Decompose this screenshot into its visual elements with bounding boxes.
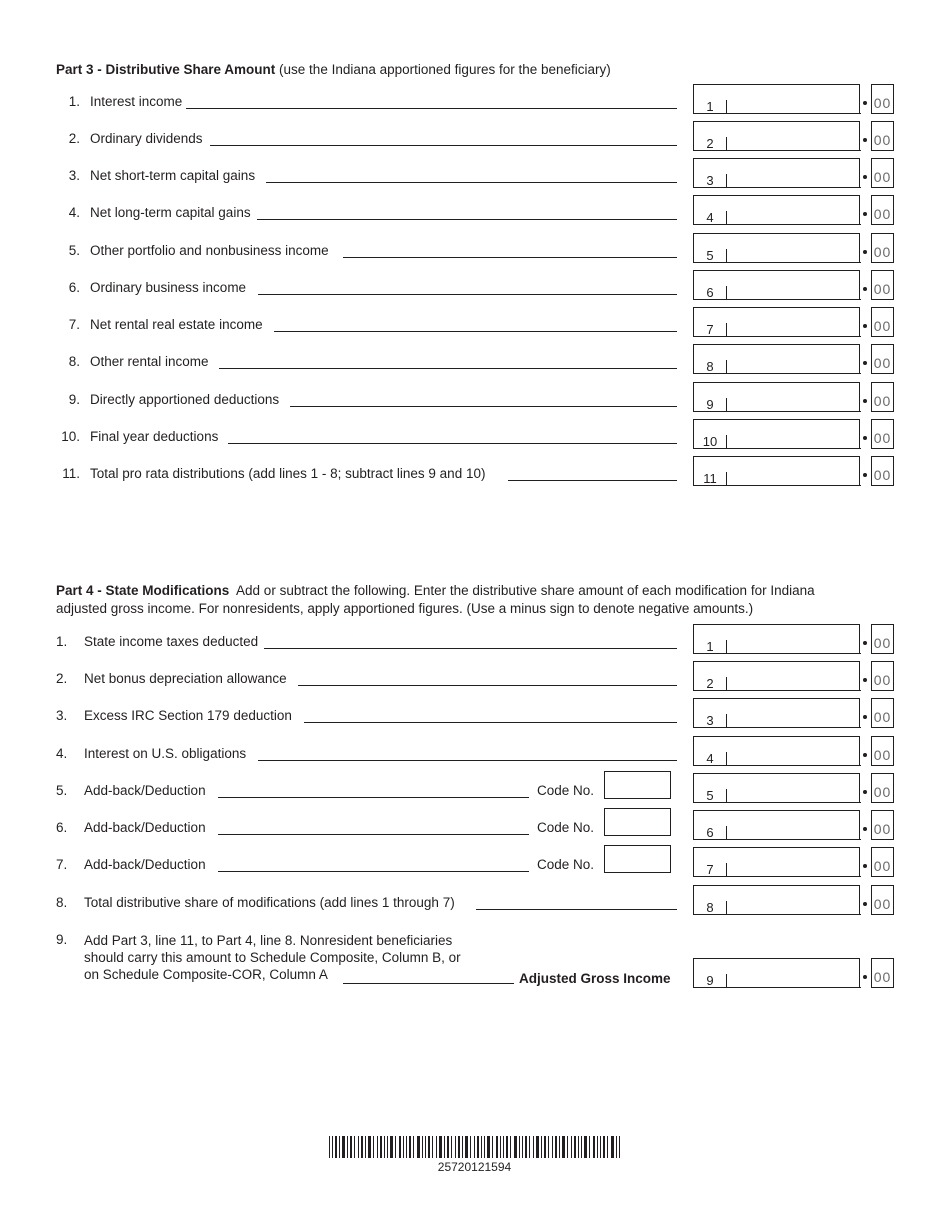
line-number: 7.: [56, 857, 68, 872]
part3-line-11: [0, 456, 950, 486]
leader-line: [264, 648, 677, 649]
line-label: Add-back/Deduction: [84, 783, 206, 798]
decimal-point: [863, 790, 867, 794]
part3-instructions: (use the Indiana apportioned figures for the beneficiary): [275, 62, 611, 77]
part3-line-1: [0, 84, 950, 114]
line-number: 7.: [68, 317, 80, 332]
leader-line: [210, 145, 677, 146]
amount-field-dollars[interactable]: [693, 158, 860, 188]
amount-field-cents[interactable]: 00: [871, 382, 894, 412]
box-line-number: 3: [706, 173, 714, 188]
amount-field-cents[interactable]: 00: [871, 810, 894, 840]
box-line-number: 10: [702, 434, 718, 449]
amount-field-dollars[interactable]: [693, 233, 860, 263]
description-field[interactable]: [218, 797, 529, 798]
line9-amount: [0, 958, 950, 988]
part3-line-9: [0, 382, 950, 412]
part4-line-1: [0, 624, 950, 654]
line-number: 2.: [68, 131, 80, 146]
line-label: Ordinary business income: [90, 280, 247, 295]
line-label: Total distributive share of modifications (add lines 1 through 7): [84, 895, 455, 910]
line-label: Other portfolio and nonbusiness income: [90, 243, 329, 258]
decimal-point: [863, 473, 867, 477]
leader-line: [186, 108, 677, 109]
amount-field-dollars[interactable]: [693, 736, 860, 766]
box-line-number: 2: [706, 136, 714, 151]
code-no-label: Code No.: [537, 857, 595, 872]
amount-field-dollars[interactable]: [693, 958, 860, 988]
amount-field-cents[interactable]: 00: [871, 121, 894, 151]
amount-field-dollars[interactable]: [693, 885, 860, 915]
line-number: 4.: [68, 205, 80, 220]
amount-field-dollars[interactable]: [693, 270, 860, 300]
decimal-point: [863, 101, 867, 105]
decimal-point: [863, 975, 867, 979]
part4-line-2: [0, 661, 950, 691]
box-line-number: 6: [706, 825, 714, 840]
part4-line-5: [0, 773, 950, 803]
amount-field-cents[interactable]: 00: [871, 158, 894, 188]
box-line-number: 6: [706, 285, 714, 300]
amount-field-cents[interactable]: 00: [871, 84, 894, 114]
line-number: 2.: [56, 671, 68, 686]
decimal-point: [863, 250, 867, 254]
leader-line: [266, 182, 677, 183]
code-no-field[interactable]: [604, 771, 671, 799]
box-line-number: 9: [706, 973, 714, 988]
decimal-point: [863, 864, 867, 868]
part3-line-3: [0, 158, 950, 188]
decimal-point: [863, 212, 867, 216]
line-label: Add-back/Deduction: [84, 857, 206, 872]
line9-text: Add Part 3, line 11, to Part 4, line 8. Nonresident beneficiaries should carry this amount to Schedule Composite, Column B, or on Schedule Composite-COR, Column A: [84, 933, 461, 982]
box-line-number: 8: [706, 900, 714, 915]
leader-line: [258, 760, 677, 761]
agi-label: Adjusted Gross Income: [519, 971, 671, 986]
description-field[interactable]: [218, 834, 529, 835]
line-number: 9.: [68, 392, 80, 407]
decimal-point: [863, 678, 867, 682]
amount-field-cents[interactable]: 00: [871, 958, 894, 988]
line-number: 6.: [56, 820, 68, 835]
leader-line: [219, 368, 677, 369]
part3-line-8: [0, 344, 950, 374]
part4-title: Part 4 - State Modifications: [56, 583, 230, 598]
amount-field-dollars[interactable]: [693, 847, 860, 877]
decimal-point: [863, 399, 867, 403]
line-label: State income taxes deducted: [84, 634, 259, 649]
line-label: Total pro rata distributions (add lines 1 - 8; subtract lines 9 and 10): [90, 466, 486, 481]
amount-field-cents[interactable]: 00: [871, 624, 894, 654]
box-line-number: 7: [706, 862, 714, 877]
amount-field-cents[interactable]: 00: [871, 419, 894, 449]
amount-field-dollars[interactable]: [693, 456, 860, 486]
amount-field-cents[interactable]: 00: [871, 307, 894, 337]
box-line-number: 4: [706, 210, 714, 225]
barcode-image: [329, 1136, 620, 1158]
line-number: 8.: [56, 895, 68, 910]
decimal-point: [863, 641, 867, 645]
part3-line-2: [0, 121, 950, 151]
amount-field-cents[interactable]: 00: [871, 885, 894, 915]
code-no-label: Code No.: [537, 783, 595, 798]
amount-field-cents[interactable]: 00: [871, 344, 894, 374]
barcode-number: 25720121594: [437, 1160, 512, 1174]
part4-instructions-1: Add or subtract the following. Enter the distributive share amount of each modification for Indiana: [229, 583, 815, 598]
line-number: 5.: [68, 243, 80, 258]
box-line-number: 7: [706, 322, 714, 337]
part3-line-7: [0, 307, 950, 337]
amount-field-dollars[interactable]: [693, 382, 860, 412]
amount-field-cents[interactable]: 00: [871, 773, 894, 803]
line-number: 8.: [68, 354, 80, 369]
decimal-point: [863, 715, 867, 719]
leader-line: [274, 331, 677, 332]
amount-field-cents[interactable]: 00: [871, 195, 894, 225]
line-label: Interest on U.S. obligations: [84, 746, 247, 761]
amount-field-cents[interactable]: 00: [871, 847, 894, 877]
description-field[interactable]: [218, 871, 529, 872]
line-label: Ordinary dividends: [90, 131, 203, 146]
line-number: 9.: [56, 932, 68, 947]
line-label: Final year deductions: [90, 429, 219, 444]
box-line-number: 1: [706, 99, 714, 114]
box-line-number: 5: [706, 788, 714, 803]
leader-line: [304, 722, 677, 723]
amount-field-dollars[interactable]: [693, 195, 860, 225]
amount-field-dollars[interactable]: [693, 84, 860, 114]
decimal-point: [863, 753, 867, 757]
line-number: 11.: [62, 466, 80, 481]
decimal-point: [863, 436, 867, 440]
box-line-number: 5: [706, 248, 714, 263]
box-line-number: 3: [706, 713, 714, 728]
line-number: 1.: [68, 94, 80, 109]
code-no-field[interactable]: [604, 808, 671, 836]
leader-line: [228, 443, 677, 444]
decimal-point: [863, 287, 867, 291]
part3-line-5: [0, 233, 950, 263]
decimal-point: [863, 175, 867, 179]
amount-field-cents[interactable]: 00: [871, 661, 894, 691]
amount-field-dollars[interactable]: [693, 419, 860, 449]
part4-line-7: [0, 847, 950, 877]
leader-line: [508, 480, 677, 481]
amount-field-dollars[interactable]: [693, 698, 860, 728]
line-label: Add-back/Deduction: [84, 820, 206, 835]
line-label: Directly apportioned deductions: [90, 392, 280, 407]
amount-field-cents[interactable]: 00: [871, 698, 894, 728]
part3-heading: [56, 61, 856, 79]
amount-field-dollars[interactable]: [693, 344, 860, 374]
line-label: Net long-term capital gains: [90, 205, 251, 220]
box-line-number: 4: [706, 751, 714, 766]
decimal-point: [863, 324, 867, 328]
amount-field-dollars[interactable]: [693, 121, 860, 151]
line-number: 3.: [56, 708, 68, 723]
part4-line-3: [0, 698, 950, 728]
decimal-point: [863, 902, 867, 906]
part3-line-6: [0, 270, 950, 300]
amount-field-dollars[interactable]: [693, 773, 860, 803]
line-label: Interest income: [90, 94, 183, 109]
line-label: Net bonus depreciation allowance: [84, 671, 287, 686]
line-number: 5.: [56, 783, 68, 798]
part3-line-4: [0, 195, 950, 225]
box-line-number: 9: [706, 397, 714, 412]
amount-field-cents[interactable]: 00: [871, 233, 894, 263]
leader-line: [476, 909, 677, 910]
part4-heading: [56, 582, 856, 618]
line-number: 3.: [68, 168, 80, 183]
line-number: 1.: [56, 634, 68, 649]
part4-instructions-2: adjusted gross income. For nonresidents, apply apportioned figures. (Use a minus sign to denote negative amounts.): [56, 601, 754, 616]
leader-line: [257, 219, 677, 220]
amount-field-cents[interactable]: 00: [871, 736, 894, 766]
decimal-point: [863, 138, 867, 142]
amount-field-dollars[interactable]: [693, 810, 860, 840]
part3-title: Part 3 - Distributive Share Amount: [56, 62, 276, 77]
line-label: Excess IRC Section 179 deduction: [84, 708, 292, 723]
amount-field-dollars[interactable]: [693, 624, 860, 654]
line-label: Other rental income: [90, 354, 209, 369]
code-no-field[interactable]: [604, 845, 671, 873]
line-number: 6.: [68, 280, 80, 295]
part4-line-8: [0, 885, 950, 915]
decimal-point: [863, 827, 867, 831]
leader-line: [290, 406, 677, 407]
decimal-point: [863, 361, 867, 365]
box-line-number: 11: [703, 471, 717, 486]
amount-field-dollars[interactable]: [693, 661, 860, 691]
box-line-number: 1: [706, 639, 714, 654]
line-number: 10.: [61, 429, 80, 444]
amount-field-cents[interactable]: 00: [871, 456, 894, 486]
leader-line: [343, 257, 677, 258]
line-label: Net short-term capital gains: [90, 168, 256, 183]
box-line-number: 2: [706, 676, 714, 691]
part4-line-9: [0, 932, 950, 992]
line-number: 4.: [56, 746, 68, 761]
leader-line: [298, 685, 677, 686]
part3-line-10: [0, 419, 950, 449]
code-no-label: Code No.: [537, 820, 595, 835]
line-label: Net rental real estate income: [90, 317, 263, 332]
part4-line-4: [0, 736, 950, 766]
amount-field-dollars[interactable]: [693, 307, 860, 337]
part4-line-6: [0, 810, 950, 840]
leader-line: [258, 294, 677, 295]
box-line-number: 8: [706, 359, 714, 374]
amount-field-cents[interactable]: 00: [871, 270, 894, 300]
